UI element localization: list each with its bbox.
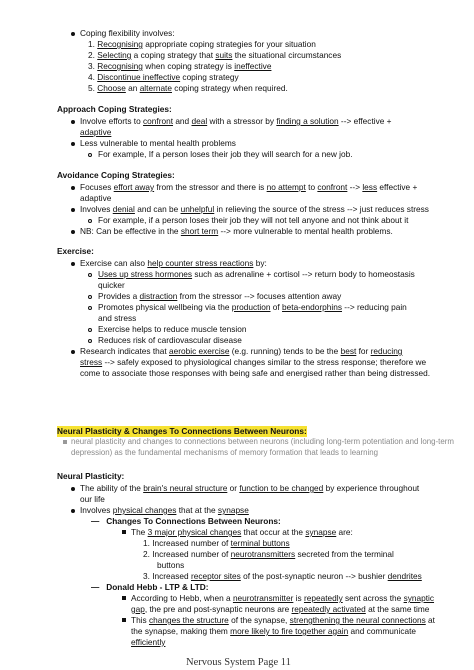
exercise-sub-1b: quicker	[98, 280, 125, 290]
avoidance-heading: Avoidance Coping Strategies:	[57, 170, 175, 180]
list-item: 5. Choose an alternate coping strategy when required.	[88, 83, 288, 93]
exercise-research-3: come to associate those responses with being safe and energised rather than being distressed.	[80, 368, 431, 378]
bullet-icon	[71, 230, 75, 234]
bullet-icon	[71, 208, 75, 212]
hebb-line-1: According to Hebb, when a neurotransmitter is repeatedly sent across the synaptic	[131, 593, 435, 603]
bullet-icon	[71, 509, 75, 513]
exercise-line-1: Exercise can also help counter stress reactions by:	[80, 258, 267, 268]
change-item-1: 1. Increased number of terminal buttons	[143, 538, 290, 548]
bullet-icon	[63, 440, 67, 444]
sub-bullet-icon	[88, 306, 92, 310]
bullet-icon	[71, 262, 75, 266]
changes-line-1: The 3 major physical changes that occur at the synapse are:	[131, 527, 353, 537]
plasticity-line-1: The ability of the brain's neural structure or function to be changed by experience throughout	[80, 483, 420, 493]
bullet-icon	[71, 32, 75, 36]
exercise-sub-1: Uses up stress hormones such as adrenaline + cortisol --> return body to homeostasis	[98, 269, 415, 279]
neural-plasticity-heading: Neural Plasticity:	[57, 471, 125, 481]
page-footer: Nervous System Page 11	[186, 657, 291, 668]
study-design-point-2: depression) as the fundamental mechanisms of memory formation that leads to learning	[71, 448, 379, 457]
changes-subheading: — Changes To Connections Between Neurons:	[91, 516, 281, 526]
sub-bullet-icon	[88, 153, 92, 157]
sub-bullet-icon	[88, 339, 92, 343]
bullet-icon	[71, 142, 75, 146]
avoidance-line-1: Focuses effort away from the stressor and there is no attempt to confront --> less effective +	[80, 182, 418, 192]
approach-heading: Approach Coping Strategies:	[57, 104, 172, 114]
bullet-icon	[122, 618, 126, 622]
exercise-research-2: stress --> safely exposed to physiological changes similar to the stress response; therefore we	[80, 357, 427, 367]
coping-flex-heading: Coping flexibility involves:	[80, 28, 175, 38]
hebb-line-5: efficiently	[131, 637, 166, 647]
sub-bullet-icon	[88, 328, 92, 332]
list-item: 3. Recognising when coping strategy is ineffective	[88, 61, 272, 71]
approach-line-3: For example, If a person loses their job they will search for a new job.	[98, 149, 353, 159]
list-item: 1. Recognising appropriate coping strategies for your situation	[88, 39, 316, 49]
list-item: 4. Discontinue ineffective coping strategy	[88, 72, 239, 82]
plasticity-line-1b: our life	[80, 494, 105, 504]
list-item: 2. Selecting a coping strategy that suits the situational circumstances	[88, 50, 342, 60]
bullet-icon	[71, 487, 75, 491]
change-item-2: 2. Increased number of neurotransmitters secreted from the terminal	[143, 549, 394, 559]
hebb-line-4: the synapse, making them more likely to fire together again and communicate	[131, 626, 417, 636]
sub-bullet-icon	[88, 295, 92, 299]
hebb-line-2: gap, the pre and post-synaptic neurons are repeatedly activated at the same time	[131, 604, 430, 614]
exercise-sub-3: Promotes physical wellbeing via the production of beta-endorphins --> reducing pain	[98, 302, 407, 312]
exercise-sub-5: Reduces risk of cardiovascular disease	[98, 335, 242, 345]
exercise-research-1: Research indicates that aerobic exercise (e.g. running) tends to be the best for reducing	[80, 346, 403, 356]
change-item-3: 3. Increased receptor sites of the post-synaptic neuron --> bushier dendrites	[143, 571, 422, 581]
approach-line-1b: adaptive	[80, 127, 112, 137]
study-design-point-1: neural plasticity and changes to connections between neurons (including long-term potentiation and long-term	[71, 437, 454, 446]
bullet-icon	[71, 350, 75, 354]
exercise-sub-3b: and stress	[98, 313, 137, 323]
bullet-icon	[71, 120, 75, 124]
sub-bullet-icon	[88, 273, 92, 277]
sub-bullet-icon	[88, 219, 92, 223]
hebb-subheading: — Donald Hebb - LTP & LTD:	[91, 582, 209, 592]
change-item-2b: buttons	[157, 560, 185, 570]
hebb-line-3: This changes the structure of the synapse, strengthening the neural connections at	[131, 615, 435, 625]
avoidance-line-3: For example, if a person loses their job they will not tell anyone and not think about it	[98, 215, 409, 225]
exercise-sub-4: Exercise helps to reduce muscle tension	[98, 324, 247, 334]
approach-line-2: Less vulnerable to mental health problems	[80, 138, 236, 148]
bullet-icon	[71, 186, 75, 190]
section-title-highlight: Neural Plasticity & Changes To Connections Between Neurons:	[57, 426, 307, 436]
plasticity-line-2: Involves physical changes that at the synapse	[80, 505, 249, 515]
avoidance-line-4: NB: Can be effective in the short term --> more vulnerable to mental health problems.	[80, 226, 393, 236]
bullet-icon	[122, 530, 126, 534]
bullet-icon	[122, 596, 126, 600]
avoidance-line-2: Involves denial and can be unhelpful in relieving the source of the stress --> just reduces stress	[80, 204, 429, 214]
approach-line-1: Involve efforts to confront and deal with a stressor by finding a solution --> effective +	[80, 116, 392, 126]
avoidance-line-1b: adaptive	[80, 193, 112, 203]
exercise-heading: Exercise:	[57, 246, 94, 256]
exercise-sub-2: Provides a distraction from the stressor --> focuses attention away	[98, 291, 342, 301]
